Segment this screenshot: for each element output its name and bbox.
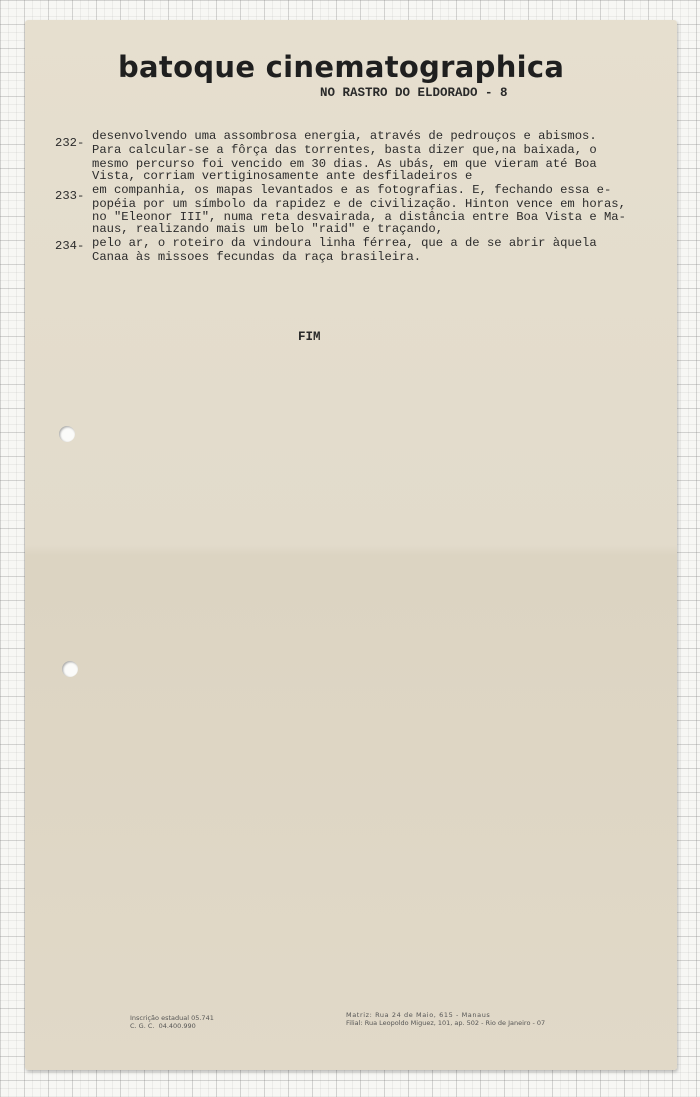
footer-registration bbox=[130, 1014, 214, 1030]
footer-line: Inscrição estadual 05.741 bbox=[130, 1014, 214, 1022]
punch-hole bbox=[62, 661, 78, 677]
footer-line: C. G. C. 04.400.990 bbox=[130, 1022, 196, 1030]
paragraph-line: em companhia, os mapas levantados e as fotografias. E, fechando essa e- bbox=[92, 183, 612, 197]
footer-line: Matriz: Rua 24 de Maio, 615 - Manaus bbox=[346, 1011, 491, 1019]
paragraph-line: mesmo percurso foi vencido em 30 dias. As ubás, em que vieram até Boa bbox=[92, 157, 597, 171]
paragraph-line: Vista, corriam vertiginosamente ante desfiladeiros e bbox=[92, 169, 473, 183]
paragraph-line: popéia por um símbolo da rapidez e de civilização. Hinton vence em horas, bbox=[92, 197, 626, 211]
paragraph-number: 233- bbox=[55, 189, 85, 203]
paragraph-number: 232- bbox=[55, 136, 85, 150]
end-mark: FIM bbox=[298, 330, 321, 344]
paragraph-number: 234- bbox=[55, 239, 85, 253]
footer-line: Filial: Rua Leopoldo Miguez, 101, ap. 502 - Rio de Janeiro - 07 bbox=[346, 1019, 546, 1027]
paragraph-line: Canaa às missoes fecundas da raça brasileira. bbox=[92, 250, 422, 264]
paragraph-line: naus, realizando mais um belo "raid" e traçando, bbox=[92, 222, 444, 236]
paragraph-line: no "Eleonor III", numa reta desvairada, a distância entre Boa Vista e Ma- bbox=[92, 210, 626, 224]
company-letterhead: batoque cinematographica bbox=[118, 50, 565, 84]
punch-hole bbox=[59, 426, 75, 442]
paragraph-line: desenvolvendo uma assombrosa energia, através de pedrouços e abismos. bbox=[92, 129, 597, 143]
page-header: NO RASTRO DO ELDORADO - 8 bbox=[320, 86, 508, 100]
paragraph-line: Para calcular-se a fôrça das torrentes, basta dizer que,na baixada, o bbox=[92, 143, 597, 157]
paragraph-line: pelo ar, o roteiro da vindoura linha férrea, que a de se abrir àquela bbox=[92, 236, 597, 250]
footer-address bbox=[346, 1011, 545, 1027]
